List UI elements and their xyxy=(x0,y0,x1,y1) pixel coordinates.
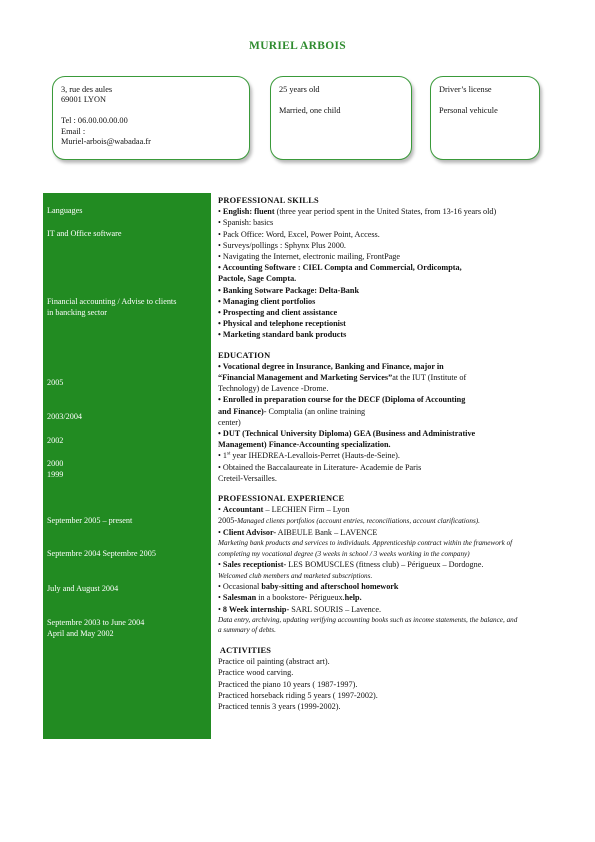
license-title: Driver’s license xyxy=(439,85,492,94)
main-content xyxy=(218,195,574,721)
education-item: • Obtained the Baccalaureate in Literature- Academie de Paris Creteil-Versailles. xyxy=(218,462,422,483)
experience-item: • Client Advisor- AIBEULE Bank – LAVENCE xyxy=(218,528,378,538)
sidebar-year-2002: 2002 xyxy=(47,436,64,445)
address-line: 3, rue des aules xyxy=(61,85,113,94)
skill-accounting: • Accounting Software : CIEL Compta and Commercial, Ordicompta, Pactole, Sage Compta. xyxy=(218,263,462,284)
education-title: EDUCATION xyxy=(218,350,271,360)
sidebar-exp-2004: July and August 2004 xyxy=(47,584,119,593)
experience-item: • Occasional baby-sitting and afterschool homework xyxy=(218,582,399,592)
experience-title: PROFESSIONAL EXPERIENCE xyxy=(218,494,345,504)
skill-office: • Pack Office: Word, Excel, Power Point, Access. xyxy=(218,229,380,239)
skill-english: • English: fluent (three year period spent in the United States, from 13-16 years old) xyxy=(218,207,497,217)
skill-banking: • Banking Sotware Package: Delta-Bank xyxy=(218,285,360,295)
sidebar-financial xyxy=(47,297,176,318)
education-section xyxy=(218,350,574,484)
sidebar-financial-line2: in bancking sector xyxy=(47,307,108,317)
activity-item: Practiced tennis 3 years (1999-2002). xyxy=(218,702,341,712)
phone-number: Tel : 06.00.00.00.00 xyxy=(61,116,128,126)
sidebar-exp-2005: September 2005 – present xyxy=(47,516,133,525)
education-item: • 1st year IHEDREA-Levallois-Perret (Hauts-de-Seine). xyxy=(218,451,400,461)
sidebar-exp-2003-2004: Septembre 2003 to June 2004 xyxy=(47,618,145,627)
skill-internet: • Navigating the Internet, electronic mailing, FrontPage xyxy=(218,252,401,262)
skill-reception: • Physical and telephone receptionist xyxy=(218,319,346,329)
license-box xyxy=(430,76,540,160)
skill-portfolios: • Managing client portfolios xyxy=(218,296,316,306)
sidebar-financial-line1: Financial accounting / Advise to clients xyxy=(47,297,177,306)
family-status: Married, one child xyxy=(279,105,341,115)
experience-detail: Welcomed club members and marketed subscriptions. xyxy=(218,571,373,580)
skill-surveys: • Surveys/pollings : Sphynx Plus 2000. xyxy=(218,240,346,250)
activity-item: Practiced horseback riding 5 years ( 1997-2002). xyxy=(218,690,378,700)
skill-prospecting: • Prospecting and client assistance xyxy=(218,308,338,318)
email-label: Email : xyxy=(61,126,86,136)
experience-item: • 8 Week internship- SARL SOURIS – Lavence. xyxy=(218,604,382,614)
sidebar xyxy=(43,193,211,739)
age-text: 25 years old xyxy=(279,85,320,94)
sidebar-year-2005: 2005 xyxy=(47,378,64,387)
activity-item: Practice oil painting (abstract art). xyxy=(218,657,330,667)
experience-detail: 2005-Managed clients portfolios (account entries, reconciliations, account clarifications). xyxy=(218,516,480,526)
experience-detail: Data entry, archiving, updating verifying accounting books such as income statements, the balance, and a summary of debts. xyxy=(218,615,518,635)
skill-marketing: • Marketing standard bank products xyxy=(218,330,347,340)
experience-item: • Sales receptionist- LES BOMUSCLES (fitness club) – Périgueux – Dordogne. xyxy=(218,560,484,570)
candidate-name: MURIEL ARBOIS xyxy=(249,40,346,52)
activities-section xyxy=(218,645,574,712)
activities-title: ACTIVITIES xyxy=(218,646,272,656)
sidebar-year-2000: 2000 xyxy=(47,459,64,468)
sidebar-it-office: IT and Office software xyxy=(47,229,122,238)
experience-item: • Accountant – LECHIEN Firm – Lyon xyxy=(218,505,350,515)
education-item: • Enrolled in preparation course for the DECF (Diploma of Accounting and Finance)- Comptalia (an online training center) xyxy=(218,395,466,427)
experience-section xyxy=(218,493,574,636)
education-item: • Vocational degree in Insurance, Banking and Finance, major in “Financial Management and Marketing Services”at the IUT (Institute of Technology) de Lavence -Drome. xyxy=(218,361,467,394)
activity-item: Practiced the piano 10 years ( 1987-1997). xyxy=(218,679,358,689)
experience-item: • Salesman in a bookstore- Périgueux.help. xyxy=(218,593,362,603)
contact-box xyxy=(52,76,250,160)
sidebar-exp-2002: April and May 2002 xyxy=(47,629,114,638)
education-item: • DUT (Technical University Diploma) GEA (Business and Administrative Management) Finance-Accounting specialization. xyxy=(218,429,476,450)
sidebar-year-2003-2004: 2003/2004 xyxy=(47,412,83,421)
experience-detail: Marketing bank products and services to individuals. Apprenticeship contract within the framework of completing my vocational degree (3 weeks in school / 3 weeks working in the company) xyxy=(218,539,513,558)
skill-spanish: • Spanish: basics xyxy=(218,218,274,228)
activity-item: Practice wood carving. xyxy=(218,668,294,678)
sidebar-languages: Languages xyxy=(47,206,83,215)
email-address: Muriel-arbois@wabadaa.fr xyxy=(61,137,151,147)
skills-section xyxy=(218,195,574,341)
vehicle-text: Personal vehicule xyxy=(439,105,498,115)
city-line: 69001 LYON xyxy=(61,95,107,105)
personal-info-box xyxy=(270,76,412,160)
skills-title: PROFESSIONAL SKILLS xyxy=(218,196,319,205)
sidebar-year-1999: 1999 xyxy=(47,470,64,479)
sidebar-exp-2004-2005: Septembre 2004 Septembre 2005 xyxy=(47,549,156,558)
